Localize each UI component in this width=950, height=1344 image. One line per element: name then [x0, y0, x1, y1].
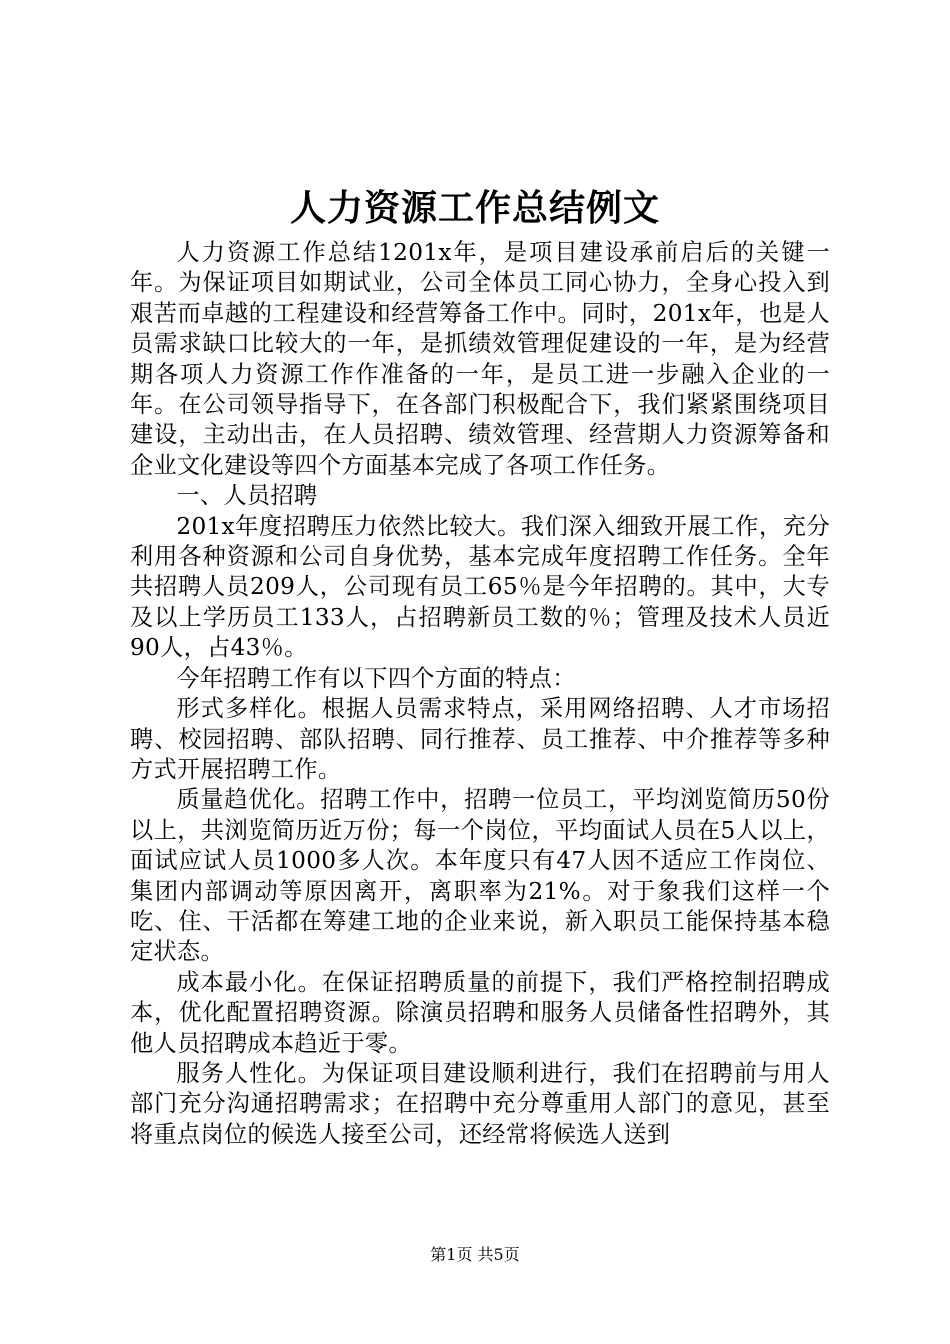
paragraph-feature-cost: 成本最小化。在保证招聘质量的前提下，我们严格控制招聘成本，优化配置招聘资源。除演员招聘和服务人员储备性招聘外，其他人员招聘成本趋近于零。 — [130, 968, 830, 1057]
paragraph-feature-service: 服务人性化。为保证项目建设顺利进行，我们在招聘前与用人部门充分沟通招聘需求；在招聘中充分尊重用人部门的意见，甚至将重点岗位的候选人接至公司，还经常将候选人送到 — [130, 1059, 830, 1148]
paragraph-intro: 人力资源工作总结1201x年，是项目建设承前启后的关键一年。为保证项目如期试业，公司全体员工同心协力，全身心投入到艰苦而卓越的工程建设和经营筹备工作中。同时，201x年，也是人员需求缺口比较大的一年，是抓绩效管理促建设的一年，是为经营期各项人力资源工作作准备的一年，是员工进一步融入企业的一年。在公司领导指导下，在各部门积极配合下，我们紧紧围绕项目建设，主动出击，在人员招聘、绩效管理、经营期人力资源筹备和企业文化建设等四个方面基本完成了各项工作任务。 — [130, 239, 830, 479]
paragraph-feature-diversified: 形式多样化。根据人员需求特点，采用网络招聘、人才市场招聘、校园招聘、部队招聘、同行推荐、员工推荐、中介推荐等多种方式开展招聘工作。 — [130, 695, 830, 783]
page-footer: 第1页 共5页 — [430, 1245, 520, 1264]
paragraph-feature-quality: 质量趋优化。招聘工作中，招聘一位员工，平均浏览简历50份以上，共浏览简历近万份；每一个岗位，平均面试人员在5人以上，面试应试人员1000多人次。本年度只有47人因不适应工作岗位、集团内部调动等原因离开，离职率为21%。对于象我们这样一个吃、住、干活都在筹建工地的企业来说，新入职员工能保持基本稳定状态。 — [130, 786, 830, 966]
paragraph-recruitment-overview: 201x年度招聘压力依然比较大。我们深入细致开展工作，充分利用各种资源和公司自身优势，基本完成年度招聘工作任务。全年共招聘人员209人，公司现有员工65％是今年招聘的。其中，大专及以上学历员工133人，占招聘新员工数的％；管理及技术人员近90人，占43％。 — [130, 512, 830, 662]
document-title: 人力资源工作总结例文 — [289, 187, 660, 229]
paragraph-features-intro: 今年招聘工作有以下四个方面的特点： — [176, 664, 576, 692]
section-heading-recruitment: 一、人员招聘 — [176, 482, 318, 510]
document-body — [130, 238, 830, 1150]
